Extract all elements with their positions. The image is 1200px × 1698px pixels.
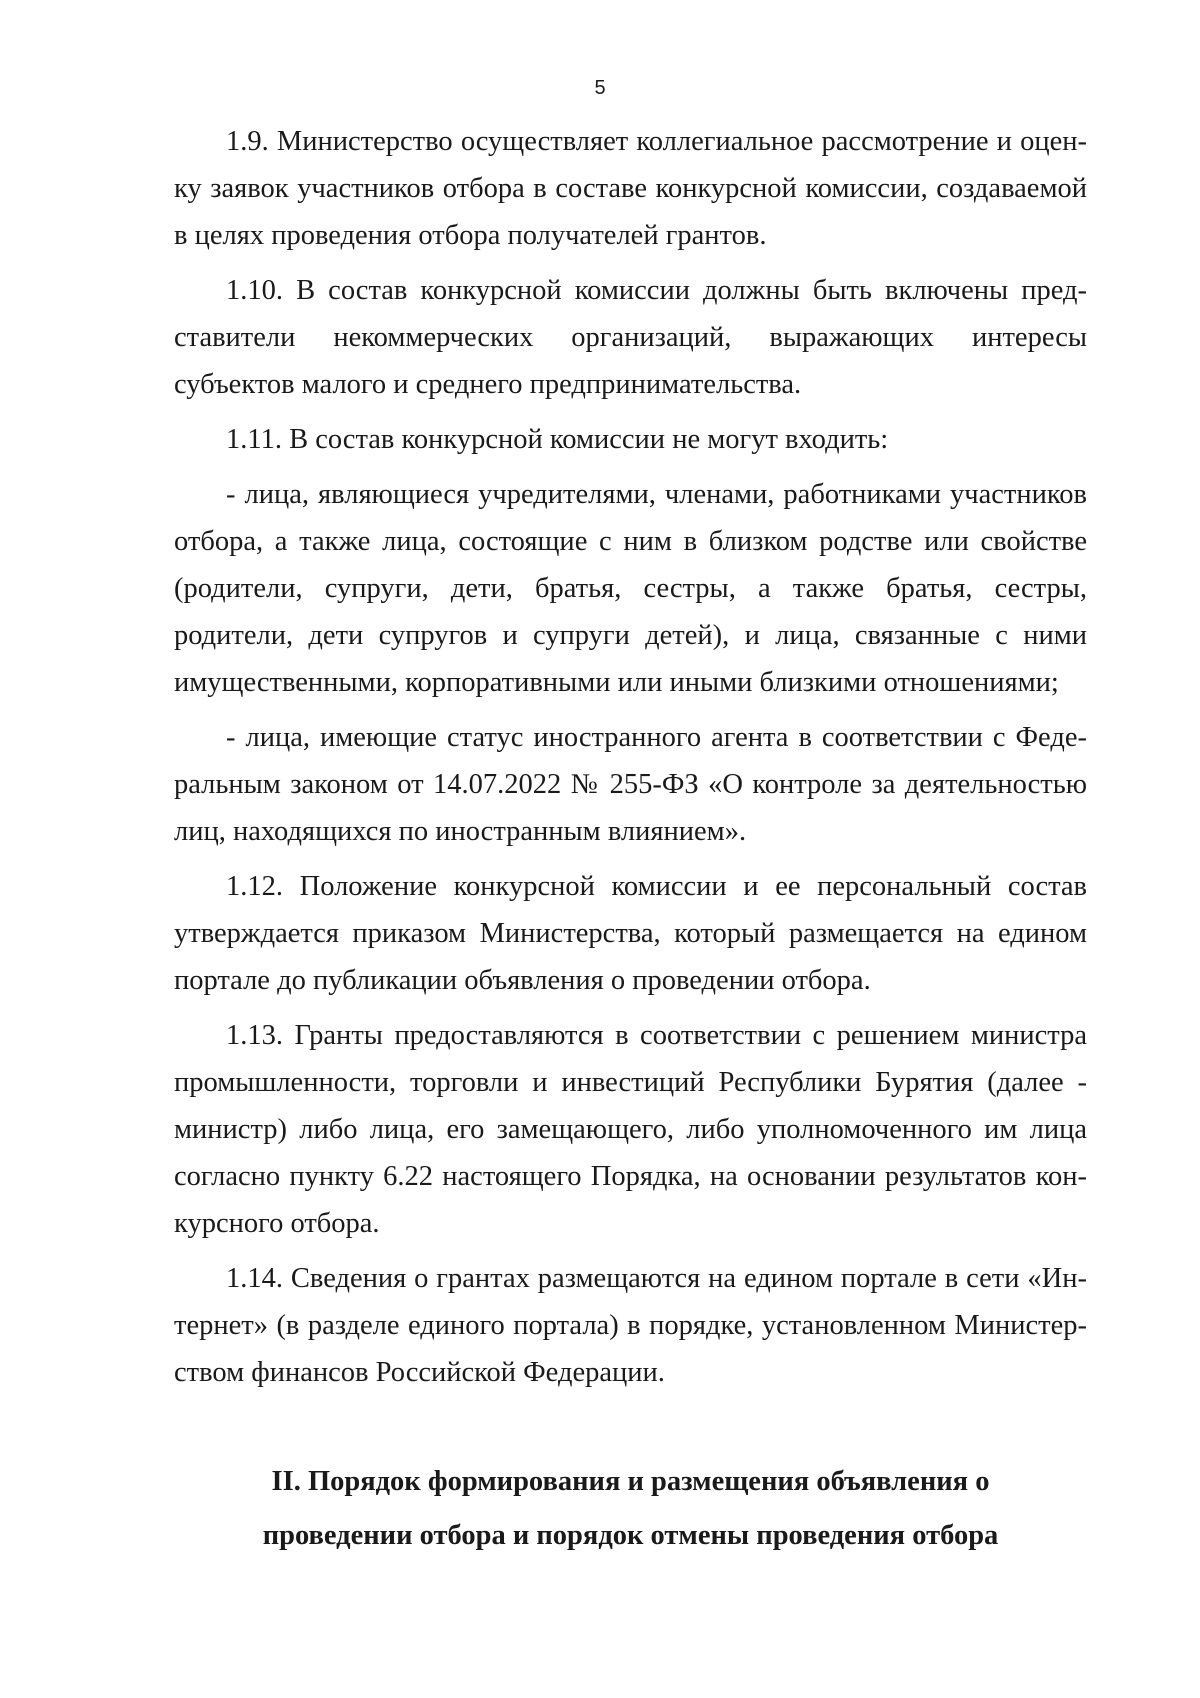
paragraph-1-12: 1.12. Положение конкурсной комиссии и ее персональный состав утверждается приказом Министерства, который размещается на едином портале до публикации объявления о проведении отбора. [174,871,1087,996]
paragraph-1-10: 1.10. В состав конкурсной комиссии должны быть включены представители некоммерческих организаций, выражающих интересы субъектов малого и среднего предпринимательства. [174,275,1087,400]
paragraph-1-9: 1.9. Министерство осуществляет коллегиальное рассмотрение и оценку заявок участников отбора в составе конкурсной комиссии, создаваемой в целях проведения отбора получателей грантов. [174,126,1087,251]
section-heading-line-1: II. Порядок формирования и размещения объявления о [271,1466,990,1497]
paragraph-1-11: 1.11. В состав конкурсной комиссии не могут входить: [226,424,889,455]
paragraph-1-14: 1.14. Сведения о грантах размещаются на едином портале в сети «Интернет» (в разделе единого портала) в порядке, установленном Министерством финансов Российской Федерации. [174,1263,1087,1388]
page-number: 5 [594,77,606,99]
document-body [174,118,1087,1404]
list-item-founders: - лица, являющиеся учредителями, членами, работниками участников отбора, а также лица, состоящие с ним в близком родстве или свойстве (родители, супруги, дети, братья, сестры, а также братья, сестры, родители, дети супругов и супруги детей), и лица, связанные с ними имущественными, корпоративными или иными близкими отношениями; [174,479,1087,698]
section-heading-line-2: проведении отбора и порядок отмены проведения отбора [262,1520,999,1551]
section-heading [174,1455,1087,1563]
list-item-foreign-agents: - лица, имеющие статус иностранного агента в соответствии с Федеральным законом от 14.07.2022 № 255-ФЗ «О контроле за деятельностью лиц, находящихся по иностранным влиянием». [174,722,1087,847]
paragraph-1-13: 1.13. Гранты предоставляются в соответствии с решением министра промышленности, торговли и инвестиций Республики Бурятия (далее - министр) либо лица, его замещающего, либо уполномоченного им лица согласно пункту 6.22 настоящего Порядка, на основании результатов конкурсного отбора. [174,1020,1087,1239]
